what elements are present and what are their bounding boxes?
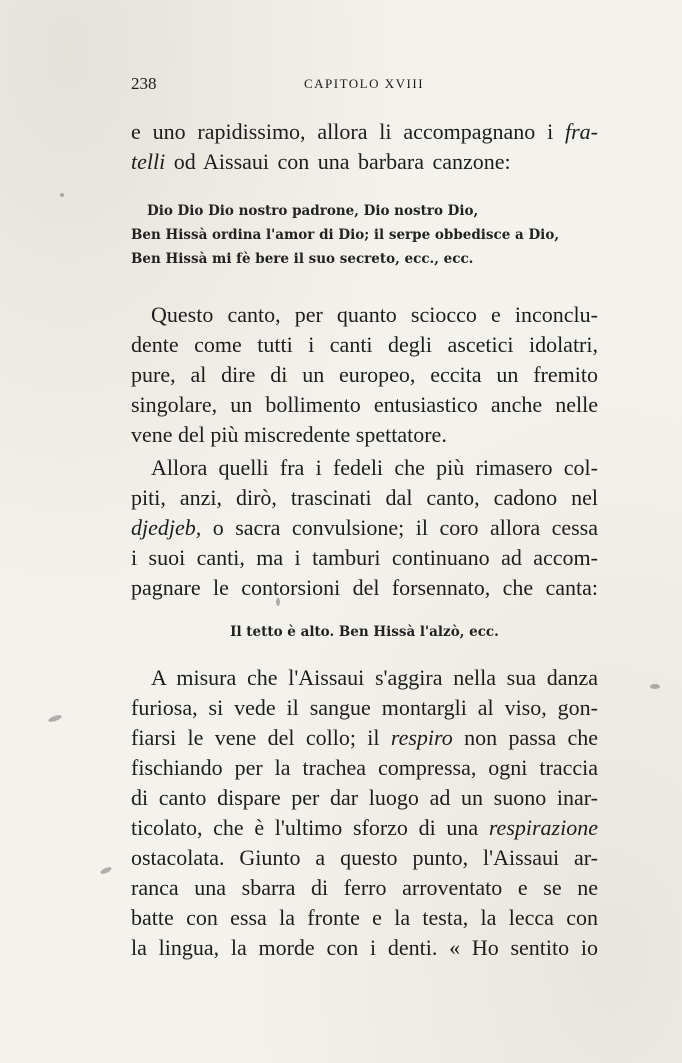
running-head: CAPITOLO XVIII (303, 76, 425, 91)
verse-line: Ben Hissà ordina l'amor di Dio; il serpe obbedisce a Dio, (131, 227, 560, 243)
text-line: Questo canto, per quanto sciocco e inconclu- (151, 302, 598, 327)
page-number: 238 (131, 74, 157, 93)
text-line: fiarsi le vene del collo; il respiro non passa che (131, 725, 598, 750)
verse-block-1 (131, 199, 598, 271)
text-line: pagnare le contorsioni del forsennato, che canta: (131, 575, 598, 600)
text-line: piti, anzi, dirò, trascinati dal canto, cadono nel (131, 485, 598, 510)
paragraph-3 (131, 453, 598, 603)
text-line: di canto dispare per dar luogo ad un suono inar- (131, 785, 598, 810)
ink-speck (650, 684, 660, 689)
verse-line: Il tetto è alto. Ben Hissà l'alzò, ecc. (230, 624, 499, 640)
text-line: dente come tutti i canti degli ascetici idolatri, (131, 332, 598, 357)
text-line: pure, al dire di un europeo, eccita un fremito (131, 362, 598, 387)
text-line: vene del più miscredente spettatore. (131, 422, 447, 447)
ink-speck (276, 598, 280, 606)
text-line: djedjeb, o sacra convulsione; il coro allora cessa (131, 515, 598, 540)
ink-speck (60, 193, 64, 197)
text-line: ticolato, che è l'ultimo sforzo di una respirazione (131, 815, 598, 840)
text-line: e uno rapidissimo, allora li accompagnano i fra- (131, 119, 598, 144)
paragraph-2 (131, 300, 598, 450)
verse-line: Ben Hissà mi fè bere il suo secreto, ecc., ecc. (131, 251, 474, 267)
text-line: i suoi canti, ma i tamburi continuano ad accom- (131, 545, 598, 570)
text-line: singolare, un bollimento entusiastico anche nelle (131, 392, 598, 417)
paragraph-1 (131, 117, 598, 177)
verse-line: Dio Dio Dio nostro padrone, Dio nostro Dio, (147, 203, 479, 219)
text-line: fischiando per la trachea compressa, ogni traccia (131, 755, 598, 780)
text-line: la lingua, la morde con i denti. « Ho sentito io (131, 935, 598, 960)
paragraph-4 (131, 663, 598, 963)
ink-speck (48, 714, 63, 723)
page-header (131, 74, 597, 96)
text-line: A misura che l'Aissaui s'aggira nella sua danza (151, 665, 598, 690)
text-line: telli od Aissaui con una barbara canzone: (131, 149, 511, 174)
text-line: furiosa, si vede il sangue montargli al viso, gon- (131, 695, 598, 720)
text-line: ostacolata. Giunto a questo punto, l'Aissaui ar- (131, 845, 598, 870)
verse-block-2 (131, 620, 598, 644)
text-line: ranca una sbarra di ferro arroventato e se ne (131, 875, 598, 900)
ink-speck (100, 866, 113, 876)
text-line: batte con essa la fronte e la testa, la lecca con (131, 905, 598, 930)
text-line: Allora quelli fra i fedeli che più rimasero col- (151, 455, 598, 480)
